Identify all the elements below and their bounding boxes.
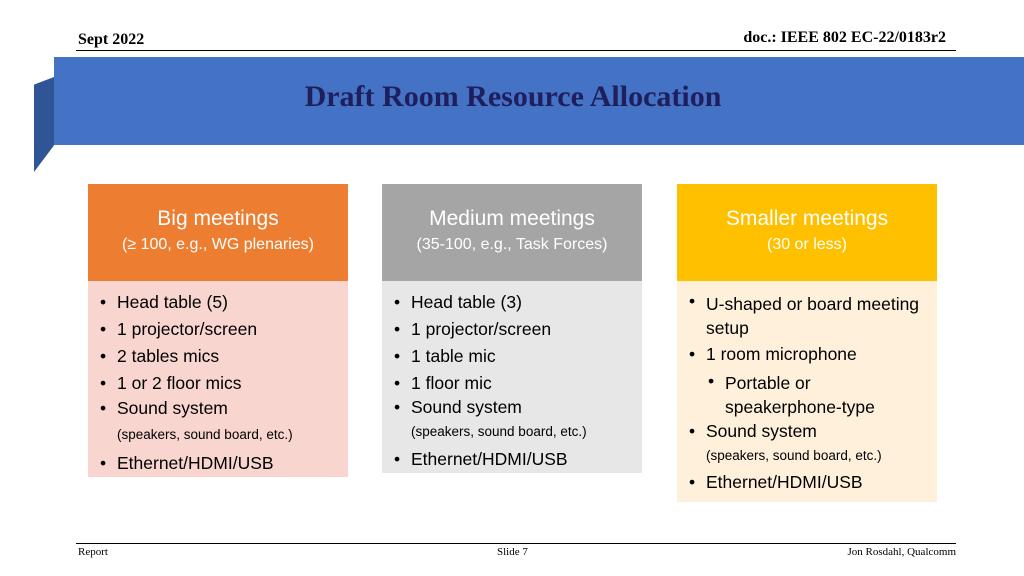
slide-title: Draft Room Resource Allocation xyxy=(304,80,722,113)
resource-list xyxy=(689,289,927,496)
title-bar-fold xyxy=(34,77,54,172)
slide-number: Slide 7 xyxy=(497,546,528,558)
footer-author: Jon Rosdahl, Qualcomm xyxy=(847,546,956,558)
card-heading: Medium meetings xyxy=(429,207,595,230)
list-item: • Ethernet/HDMI/USB xyxy=(394,446,632,473)
card-header xyxy=(677,184,937,281)
footer-divider xyxy=(76,543,956,544)
card-subheading: (35-100, e.g., Task Forces) xyxy=(416,236,608,253)
list-subitem: • Portable or speakerphone-type xyxy=(689,369,927,419)
card-subheading: (≥ 100, e.g., WG plenaries) xyxy=(122,236,314,253)
list-item: • Ethernet/HDMI/USB xyxy=(689,469,927,496)
list-item-note: (speakers, sound board, etc.) xyxy=(117,427,293,442)
list-item: • 1 or 2 floor mics xyxy=(100,370,338,396)
card-header xyxy=(88,184,348,281)
footer-left: Report xyxy=(78,546,108,558)
card-subheading: (30 or less) xyxy=(766,236,848,253)
card-heading: Smaller meetings xyxy=(725,207,889,230)
list-item: • 1 room microphone xyxy=(689,340,927,369)
list-item: • Head table (5) xyxy=(100,289,338,316)
header-doc-id: doc.: IEEE 802 EC-22/0183r2 xyxy=(743,29,946,46)
card-body xyxy=(382,281,642,473)
card-header xyxy=(382,184,642,281)
card-heading: Big meetings xyxy=(157,207,279,230)
medium-meetings-card xyxy=(382,184,642,473)
list-item-note: (speakers, sound board, etc.) xyxy=(411,424,587,439)
list-item-note: (speakers, sound board, etc.) xyxy=(706,448,882,463)
resource-list xyxy=(100,289,338,477)
big-meetings-card xyxy=(88,184,348,477)
resource-list xyxy=(394,289,632,473)
list-item: • Ethernet/HDMI/USB xyxy=(100,450,338,477)
list-item: • 1 projector/screen xyxy=(394,316,632,343)
list-item: • 1 table mic xyxy=(394,343,632,370)
list-item: • Sound system xyxy=(394,396,632,418)
header-divider xyxy=(76,50,956,51)
smaller-meetings-card xyxy=(677,184,937,502)
list-item: • Head table (3) xyxy=(394,289,632,316)
header-date: Sept 2022 xyxy=(78,31,145,48)
list-item: • Sound system xyxy=(689,419,927,443)
list-item: • 1 floor mic xyxy=(394,370,632,396)
list-item: • Sound system xyxy=(100,396,338,420)
list-item: • U-shaped or board meeting setup xyxy=(689,289,927,340)
list-item: • 1 projector/screen xyxy=(100,316,338,343)
card-body xyxy=(88,281,348,477)
list-item: • 2 tables mics xyxy=(100,343,338,370)
card-body xyxy=(677,281,937,502)
